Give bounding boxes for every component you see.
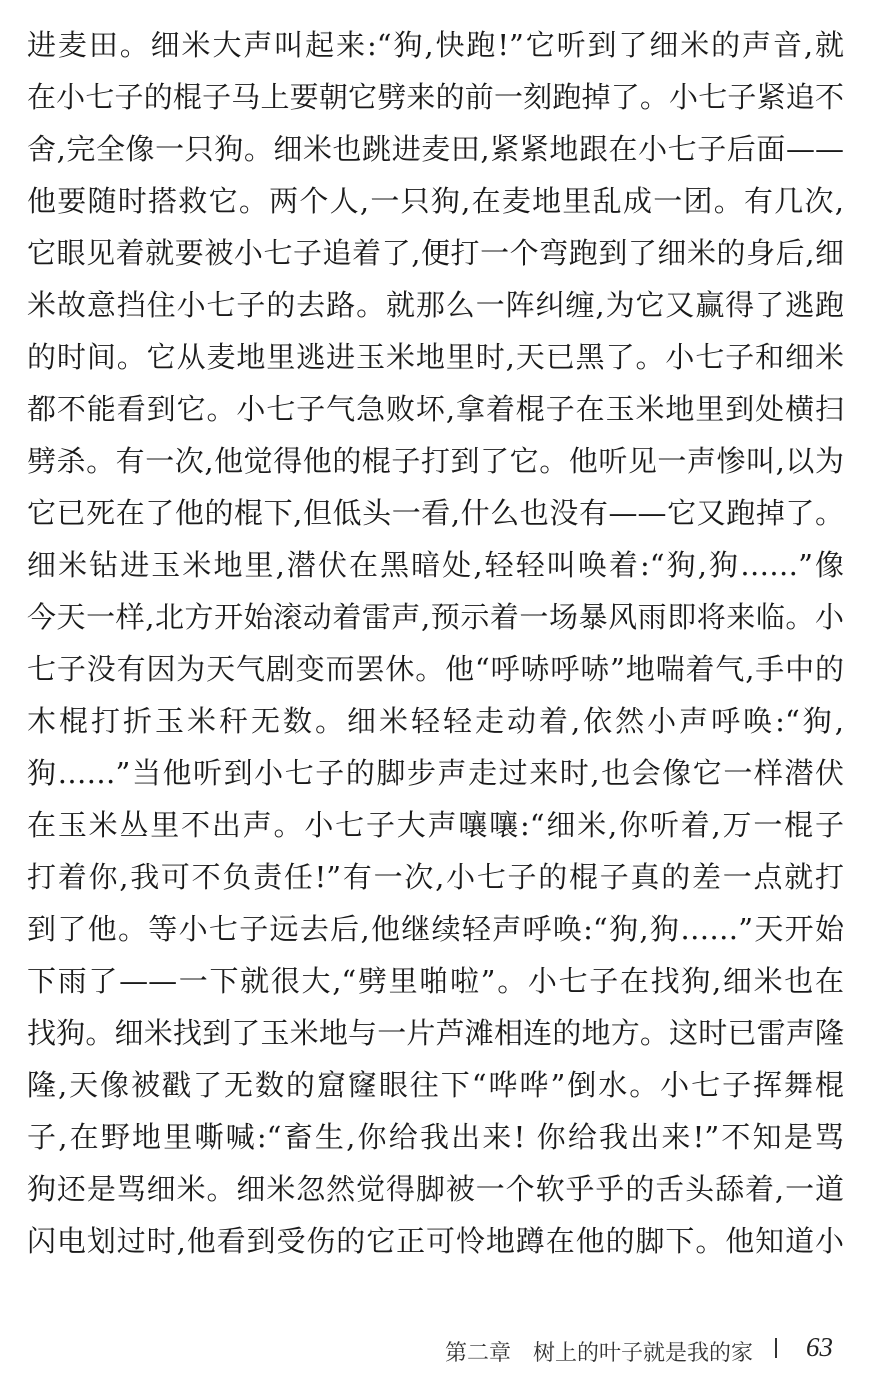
- text-line: 隆,天像被戳了无数的窟窿眼往下“哗哗”倒水。小七子挥舞棍: [27, 1068, 844, 1102]
- text-line: 进麦田。细米大声叫起来:“狗,快跑!”它听到了细米的声音,就: [27, 28, 844, 62]
- text-line: 下雨了——一下就很大,“劈里啪啦”。小七子在找狗,细米也在: [27, 964, 844, 998]
- text-line: 今天一样,北方开始滚动着雷声,预示着一场暴风雨即将来临。小: [27, 600, 844, 634]
- text-line: 都不能看到它。小七子气急败坏,拿着棍子在玉米地里到处横扫: [27, 392, 844, 426]
- text-line: 找狗。细米找到了玉米地与一片芦滩相连的地方。这时已雷声隆: [27, 1016, 844, 1050]
- text-line: 七子没有因为天气剧变而罢休。他“呼哧呼哧”地喘着气,手中的: [27, 652, 844, 686]
- text-line: 米故意挡住小七子的去路。就那么一阵纠缠,为它又赢得了逃跑: [27, 288, 844, 322]
- footer-separator: [775, 1338, 777, 1358]
- running-header-chapter-title: 第二章 树上的叶子就是我的家: [445, 1341, 754, 1366]
- text-line: 狗还是骂细米。细米忽然觉得脚被一个软乎乎的舌头舔着,一道: [27, 1172, 844, 1206]
- text-line: 子,在野地里嘶喊:“畜生,你给我出来! 你给我出来!”不知是骂: [27, 1120, 844, 1154]
- text-line: 打着你,我可不负责任!”有一次,小七子的棍子真的差一点就打: [27, 860, 844, 894]
- text-line: 狗……”当他听到小七子的脚步声走过来时,也会像它一样潜伏: [27, 756, 844, 790]
- body-text: [27, 19, 844, 1267]
- text-line: 它已死在了他的棍下,但低头一看,什么也没有——它又跑掉了。: [27, 496, 844, 530]
- text-line: 的时间。它从麦地里逃进玉米地里时,天已黑了。小七子和细米: [27, 340, 844, 374]
- text-line: 劈杀。有一次,他觉得他的棍子打到了它。他听见一声惨叫,以为: [27, 444, 844, 478]
- text-line: 在玉米丛里不出声。小七子大声嚷嚷:“细米,你听着,万一棍子: [27, 808, 844, 842]
- page-number: 63: [806, 1332, 833, 1362]
- text-line: 闪电划过时,他看到受伤的它正可怜地蹲在他的脚下。他知道小: [27, 1224, 844, 1258]
- text-line: 细米钻进玉米地里,潜伏在黑暗处,轻轻叫唤着:“狗,狗……”像: [27, 548, 844, 582]
- page-footer: [0, 1330, 872, 1370]
- text-line: 到了他。等小七子远去后,他继续轻声呼唤:“狗,狗……”天开始: [27, 912, 844, 946]
- text-line: 木棍打折玉米秆无数。细米轻轻走动着,依然小声呼唤:“狗,: [27, 704, 844, 738]
- text-line: 他要随时搭救它。两个人,一只狗,在麦地里乱成一团。有几次,: [27, 184, 844, 218]
- text-line: 舍,完全像一只狗。细米也跳进麦田,紧紧地跟在小七子后面——: [27, 132, 844, 166]
- text-line: 在小七子的棍子马上要朝它劈来的前一刻跑掉了。小七子紧追不: [27, 80, 844, 114]
- text-line: 它眼见着就要被小七子追着了,便打一个弯跑到了细米的身后,细: [27, 236, 844, 270]
